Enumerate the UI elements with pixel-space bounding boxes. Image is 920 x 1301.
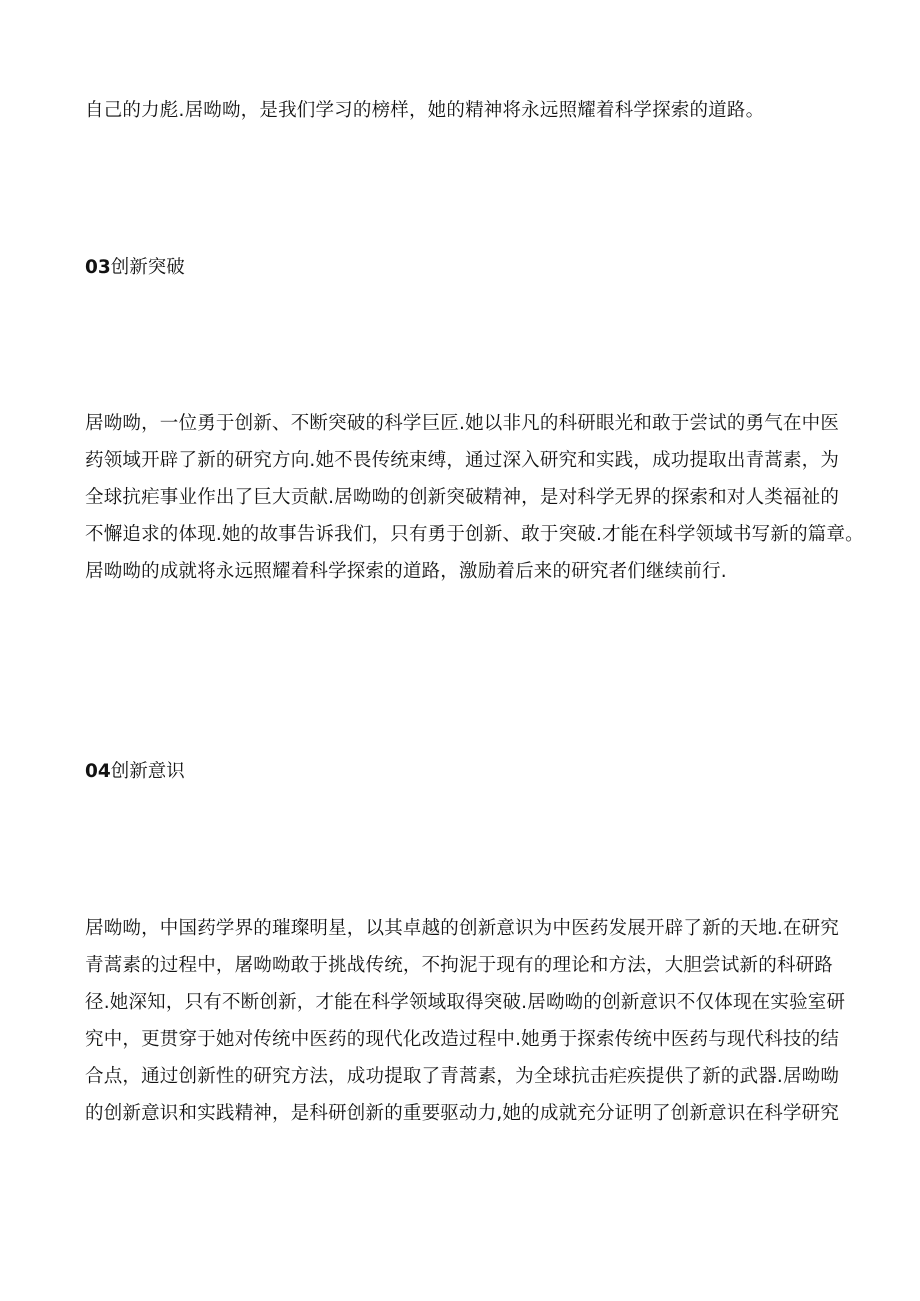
paragraph-line: 究中，更贯穿于她对传统中医药的现代化改造过程中.她勇于探索传统中医药与现代科技的结 bbox=[85, 1029, 840, 1050]
paragraph-line: 青蒿素的过程中，屠呦呦敢于挑战传统，不拘泥于现有的理论和方法，大胆尝试新的科研路 bbox=[85, 955, 834, 976]
section-number: 03 bbox=[85, 257, 111, 278]
paragraph-line: 不懈追求的体现.她的故事告诉我们，只有勇于创新、敢于突破.才能在科学领域书写新的篇章。 bbox=[85, 524, 864, 545]
paragraph-line: 的创新意识和实践精神，是科研创新的重要驱动力,她的成就充分证明了创新意识在科学研究 bbox=[85, 1103, 840, 1124]
section-4-paragraph bbox=[85, 910, 845, 1132]
paragraph-line: 自己的力彪.居呦呦，是我们学习的榜样，她的精神将永远照耀着科学探索的道路。 bbox=[85, 100, 765, 121]
paragraph-line: 居呦呦的成就将永远照耀着科学探索的道路，激励着后来的研究者们继续前行. bbox=[85, 561, 727, 582]
paragraph-line: 合点，通过创新性的研究方法，成功提取了青蒿素，为全球抗击疟疾提供了新的武器.居呦呦 bbox=[85, 1066, 840, 1087]
section-number: 04 bbox=[85, 761, 111, 782]
paragraph-line: 径.她深知，只有不断创新，才能在科学领域取得突破.居呦呦的创新意识不仅体现在实验室研 bbox=[85, 992, 846, 1013]
paragraph-line: 居呦呦，一位勇于创新、不断突破的科学巨匠.她以非凡的科研眼光和敢于尝试的勇气在中医 bbox=[85, 413, 840, 434]
section-3-paragraph bbox=[85, 405, 864, 590]
paragraph-line: 药领域开辟了新的研究方向.她不畏传统束缚，通过深入研究和实践，成功提取出青蒿素，为 bbox=[85, 450, 840, 471]
paragraph-line: 居呦呦，中国药学界的璀璨明星，以其卓越的创新意识为中医药发展开辟了新的天地.在研究 bbox=[85, 918, 840, 939]
section-title: 创新突破 bbox=[110, 257, 185, 278]
section-title: 创新意识 bbox=[110, 761, 185, 782]
section-4-heading bbox=[85, 759, 185, 785]
paragraph-line: 全球抗疟事业作出了巨大贡献.居呦呦的创新突破精神，是对科学无界的探索和对人类福祉的 bbox=[85, 487, 840, 508]
section-3-heading bbox=[85, 255, 185, 281]
intro-tail-paragraph bbox=[85, 92, 845, 129]
